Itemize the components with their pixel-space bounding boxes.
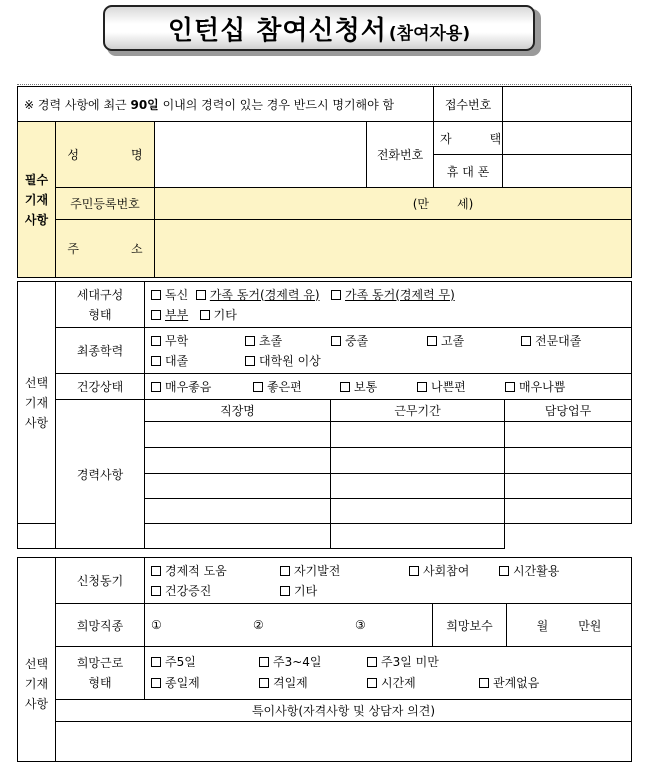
checkbox[interactable] [367, 678, 377, 688]
education-option[interactable]: 전문대졸 [521, 331, 581, 351]
checkbox[interactable] [259, 657, 269, 667]
checkbox[interactable] [253, 382, 263, 392]
household-option[interactable]: 부부 [151, 305, 188, 325]
checkbox[interactable] [479, 678, 489, 688]
checkbox[interactable] [499, 566, 509, 576]
career-cell[interactable] [505, 422, 632, 448]
mobile-label: 휴 대 폰 [434, 155, 503, 188]
job-choice-1: ① [151, 618, 162, 632]
checkbox[interactable] [521, 336, 531, 346]
checkbox[interactable] [331, 336, 341, 346]
work-option[interactable]: 주5일 [151, 652, 259, 673]
household-option[interactable]: 기타 [200, 305, 237, 325]
education-option[interactable]: 대학원 이상 [245, 351, 321, 371]
education-option[interactable]: 중졸 [331, 331, 427, 351]
checkbox[interactable] [245, 336, 255, 346]
name-field[interactable] [155, 122, 367, 188]
motive-label: 신청동기 [56, 558, 145, 604]
career-cell[interactable] [145, 474, 331, 499]
career-col-period: 근무기간 [331, 400, 505, 422]
address-label: 주 소 [56, 220, 155, 278]
form-title: 인턴십 참여신청서 [167, 15, 387, 46]
career-cell[interactable] [505, 499, 632, 524]
career-cell[interactable] [145, 499, 331, 524]
work-option[interactable]: 시간제 [367, 673, 479, 694]
work-option[interactable]: 종일제 [151, 673, 259, 694]
form-subtitle: (참여자용) [388, 23, 471, 44]
address-field[interactable] [155, 220, 632, 278]
work-type-options [145, 647, 632, 700]
motive-option[interactable]: 사회참여 [409, 561, 499, 581]
checkbox[interactable] [280, 586, 290, 596]
household-option[interactable]: 가족 동거(경제력 유) [196, 285, 320, 305]
checkbox[interactable] [409, 566, 419, 576]
checkbox[interactable] [151, 310, 161, 320]
motive-option[interactable]: 시간활용 [499, 561, 559, 581]
checkbox[interactable] [259, 678, 269, 688]
desired-pay-field[interactable]: 월 만원 [507, 604, 632, 647]
career-cell[interactable] [145, 448, 331, 474]
name-label: 성 명 [56, 122, 155, 188]
checkbox[interactable] [331, 290, 341, 300]
desired-job-label: 희망직종 [56, 604, 145, 647]
education-options [145, 328, 632, 374]
job-choice-3: ③ [355, 618, 366, 632]
id-number-label: 주민등록번호 [56, 188, 155, 220]
education-option[interactable]: 고졸 [427, 331, 521, 351]
remarks-label: 특이사항(자격사항 및 상담자 의견) [56, 700, 632, 722]
career-cell[interactable] [505, 448, 632, 474]
career-cell[interactable] [331, 474, 505, 499]
checkbox[interactable] [151, 657, 161, 667]
optional-info-table-2 [17, 557, 632, 762]
checkbox[interactable] [196, 290, 206, 300]
checkbox[interactable] [151, 678, 161, 688]
motive-option[interactable]: 경제적 도움 [151, 561, 280, 581]
career-cell[interactable] [331, 422, 505, 448]
work-option[interactable]: 관계없음 [479, 673, 539, 694]
career-cell[interactable] [331, 499, 505, 524]
desired-job-field[interactable] [145, 604, 433, 647]
home-phone-field[interactable] [503, 122, 632, 155]
checkbox[interactable] [151, 566, 161, 576]
career-label: 경력사항 [56, 400, 145, 549]
career-cell[interactable] [145, 524, 331, 549]
id-number-field[interactable]: (만 세) [155, 188, 632, 220]
motive-option[interactable]: 건강증진 [151, 581, 280, 601]
checkbox[interactable] [340, 382, 350, 392]
work-option[interactable]: 격일제 [259, 673, 367, 694]
home-phone-label: 자 택 [434, 122, 503, 155]
household-option[interactable]: 가족 동거(경제력 무) [331, 285, 455, 305]
remarks-field[interactable] [56, 722, 632, 762]
health-option[interactable]: 좋은편 [253, 378, 340, 395]
career-cell[interactable] [505, 474, 632, 499]
checkbox[interactable] [245, 356, 255, 366]
health-label: 건강상태 [56, 374, 145, 400]
checkbox[interactable] [151, 382, 161, 392]
required-info-table [17, 86, 632, 278]
career-col-duty: 담당업무 [505, 400, 632, 422]
health-option[interactable]: 나쁜편 [417, 378, 505, 395]
optional-section-label-1: 선택 기재 사항 [18, 282, 56, 524]
education-option[interactable]: 대졸 [151, 351, 245, 371]
dotted-divider [17, 84, 631, 85]
career-cell[interactable] [18, 524, 56, 549]
checkbox[interactable] [151, 290, 161, 300]
receipt-number-field[interactable] [503, 87, 632, 122]
health-option[interactable]: 매우좋음 [151, 378, 253, 395]
job-choice-2: ② [253, 618, 264, 632]
education-option[interactable]: 초졸 [245, 331, 331, 351]
checkbox[interactable] [151, 336, 161, 346]
checkbox[interactable] [505, 382, 515, 392]
household-label: 세대구성 형태 [56, 282, 145, 328]
motive-options [145, 558, 632, 604]
checkbox[interactable] [151, 356, 161, 366]
optional-info-table-1 [17, 281, 632, 549]
checkbox[interactable] [427, 336, 437, 346]
household-options [145, 282, 632, 328]
checkbox[interactable] [417, 382, 427, 392]
health-option[interactable]: 매우나쁨 [505, 378, 565, 395]
career-col-workplace: 직장명 [145, 400, 331, 422]
work-option[interactable]: 주3~4일 [259, 652, 367, 673]
phone-label: 전화번호 [367, 122, 434, 188]
checkbox[interactable] [280, 566, 290, 576]
health-option[interactable]: 보통 [340, 378, 417, 395]
required-section-label: 필수 기재 사항 [18, 122, 56, 278]
notice-text: ※ 경력 사항에 최근 90일 이내의 경력이 있는 경우 반드시 명기해야 함 [18, 87, 434, 122]
health-options [145, 374, 632, 400]
career-cell[interactable] [145, 422, 331, 448]
education-option[interactable]: 무학 [151, 331, 245, 351]
receipt-label: 접수번호 [434, 87, 503, 122]
checkbox[interactable] [367, 657, 377, 667]
education-label: 최종학력 [56, 328, 145, 374]
desired-pay-label: 희망보수 [433, 604, 507, 647]
career-cell[interactable] [331, 448, 505, 474]
work-option[interactable]: 주3일 미만 [367, 652, 439, 673]
household-option[interactable]: 독신 [151, 285, 188, 305]
mobile-field[interactable] [503, 155, 632, 188]
checkbox[interactable] [200, 310, 210, 320]
motive-option[interactable]: 자기발전 [280, 561, 409, 581]
motive-option[interactable]: 기타 [280, 581, 317, 601]
work-type-label: 희망근로 형태 [56, 647, 145, 700]
checkbox[interactable] [151, 586, 161, 596]
optional-section-label-2: 선택 기재 사항 [18, 558, 56, 762]
title-box [103, 5, 535, 51]
career-cell[interactable] [331, 524, 505, 549]
